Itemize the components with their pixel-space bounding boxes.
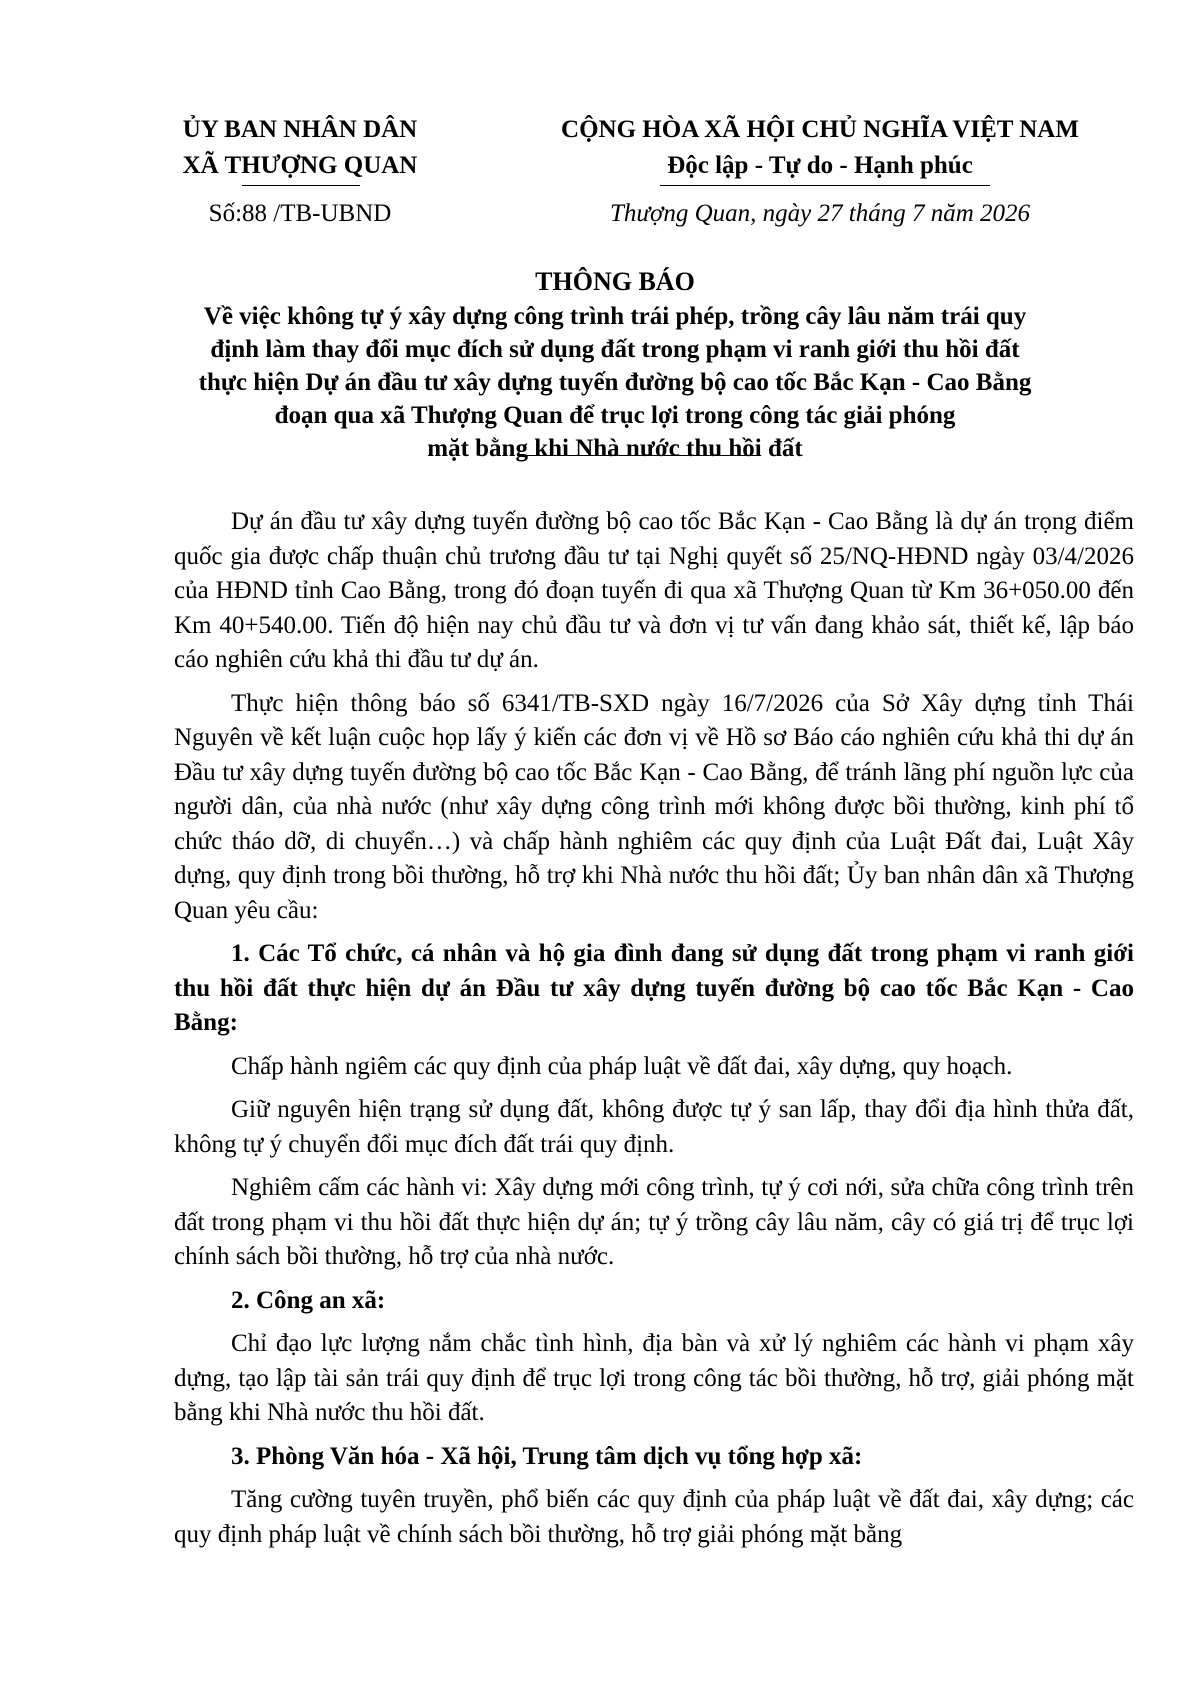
- authority-line-1: ỦY BAN NHÂN DÂN: [182, 116, 418, 143]
- title-underline: [520, 455, 757, 456]
- document-title: [110, 265, 1120, 465]
- section-1-paragraph-3: Nghiêm cấm các hành vi: Xây dựng mới công trình, tự ý cơi nới, sửa chữa công trình trên đất trong phạm vi thu hồi đất thực hiện dự án; tự ý trồng cây lâu năm, cây có giá trị để trục lợi chính sách bồi thường, hỗ trợ của nhà nước.: [174, 1174, 1134, 1270]
- document-date: Thượng Quan, ngày 27 tháng 7 năm 2026: [609, 200, 1031, 227]
- authority-underline: [242, 185, 360, 186]
- title-line-2: định làm thay đổi mục đích sử dụng đất trong phạm vi ranh giới thu hồi đất: [210, 336, 1020, 363]
- body-paragraph-1: Dự án đầu tư xây dựng tuyến đường bộ cao tốc Bắc Kạn - Cao Bằng là dự án trọng điểm quốc gia được chấp thuận chủ trương đầu tư tại Nghị quyết số 25/NQ-HĐND ngày 03/4/2026 của HĐND tỉnh Cao Bằng, trong đó đoạn tuyến đi qua xã Thượng Quan từ Km 36+050.00 đến Km 40+540.00. Tiến độ hiện nay chủ đầu tư và đơn vị tư vấn đang khảo sát, thiết kế, lập báo cáo nghiên cứu khả thi đầu tư dự án.: [174, 508, 1134, 673]
- document-body: [174, 505, 1134, 1561]
- motto: Độc lập - Tự do - Hạnh phúc: [667, 152, 973, 179]
- section-2-paragraph-1: Chỉ đạo lực lượng nắm chắc tình hình, địa bàn và xử lý nghiêm các hành vi phạm xây dựng, tạo lập tài sản trái quy định để trục lợi trong công tác bồi thường, hỗ trợ, giải phóng mặt bằng khi Nhà nước thu hồi đất.: [174, 1330, 1134, 1426]
- section-1-paragraph-1: Chấp hành ngiêm các quy định của pháp luật về đất đai, xây dựng, quy hoạch.: [231, 1052, 1013, 1080]
- section-1-paragraph-2: Giữ nguyên hiện trạng sử dụng đất, không được tự ý san lấp, thay đổi địa hình thửa đất, không tự ý chuyển đổi mục đích đất trái quy định.: [174, 1096, 1134, 1158]
- section-3-heading: 3. Phòng Văn hóa - Xã hội, Trung tâm dịch vụ tổng hợp xã:: [231, 1442, 863, 1470]
- section-1-heading: 1. Các Tổ chức, cá nhân và hộ gia đình đang sử dụng đất trong phạm vi ranh giới thu hồi đất thực hiện dự án Đầu tư xây dựng tuyến đường bộ cao tốc Bắc Kạn - Cao Bằng:: [174, 940, 1134, 1036]
- title-line-1: Về việc không tự ý xây dựng công trình trái phép, trồng cây lâu năm trái quy: [203, 303, 1027, 330]
- document-number: Số:88 /TB-UBND: [208, 200, 392, 227]
- authority-line-2: XÃ THƯỢNG QUAN: [182, 152, 418, 179]
- title-line-5: mặt bằng khi Nhà nước thu hồi đất: [427, 435, 803, 462]
- national-motto: [540, 112, 1100, 184]
- issuing-authority: [150, 112, 450, 184]
- title-line-3: thực hiện Dự án đầu tư xây dựng tuyến đường bộ cao tốc Bắc Kạn - Cao Bằng: [198, 369, 1032, 396]
- body-paragraph-2: Thực hiện thông báo số 6341/TB-SXD ngày 16/7/2026 của Sở Xây dựng tỉnh Thái Nguyên về kết luận cuộc họp lấy ý kiến các đơn vị về Hồ sơ Báo cáo nghiên cứu khả thi dự án Đầu tư xây dựng tuyến đường bộ cao tốc Bắc Kạn - Cao Bằng, để tránh lãng phí nguồn lực của người dân, của nhà nước (như xây dựng công trình mới không được bồi thường, kinh phí tổ chức tháo dỡ, di chuyển…) và chấp hành nghiêm các quy định của Luật Đất đai, Luật Xây dựng, quy định trong bồi thường, hỗ trợ khi Nhà nước thu hồi đất; Ủy ban nhân dân xã Thượng Quan yêu cầu:: [174, 689, 1134, 924]
- country-name: CỘNG HÒA XÃ HỘI CHỦ NGHĨA VIỆT NAM: [561, 116, 1079, 143]
- motto-underline: [660, 185, 990, 186]
- section-3-paragraph-1: Tăng cường tuyên truyền, phổ biến các quy định của pháp luật về đất đai, xây dựng; các quy định pháp luật về chính sách bồi thường, hỗ trợ giải phóng mặt bằng: [174, 1486, 1134, 1548]
- title-heading: THÔNG BÁO: [535, 267, 695, 296]
- title-line-4: đoạn qua xã Thượng Quan để trục lợi trong công tác giải phóng: [274, 402, 956, 429]
- section-2-heading: 2. Công an xã:: [231, 1286, 386, 1314]
